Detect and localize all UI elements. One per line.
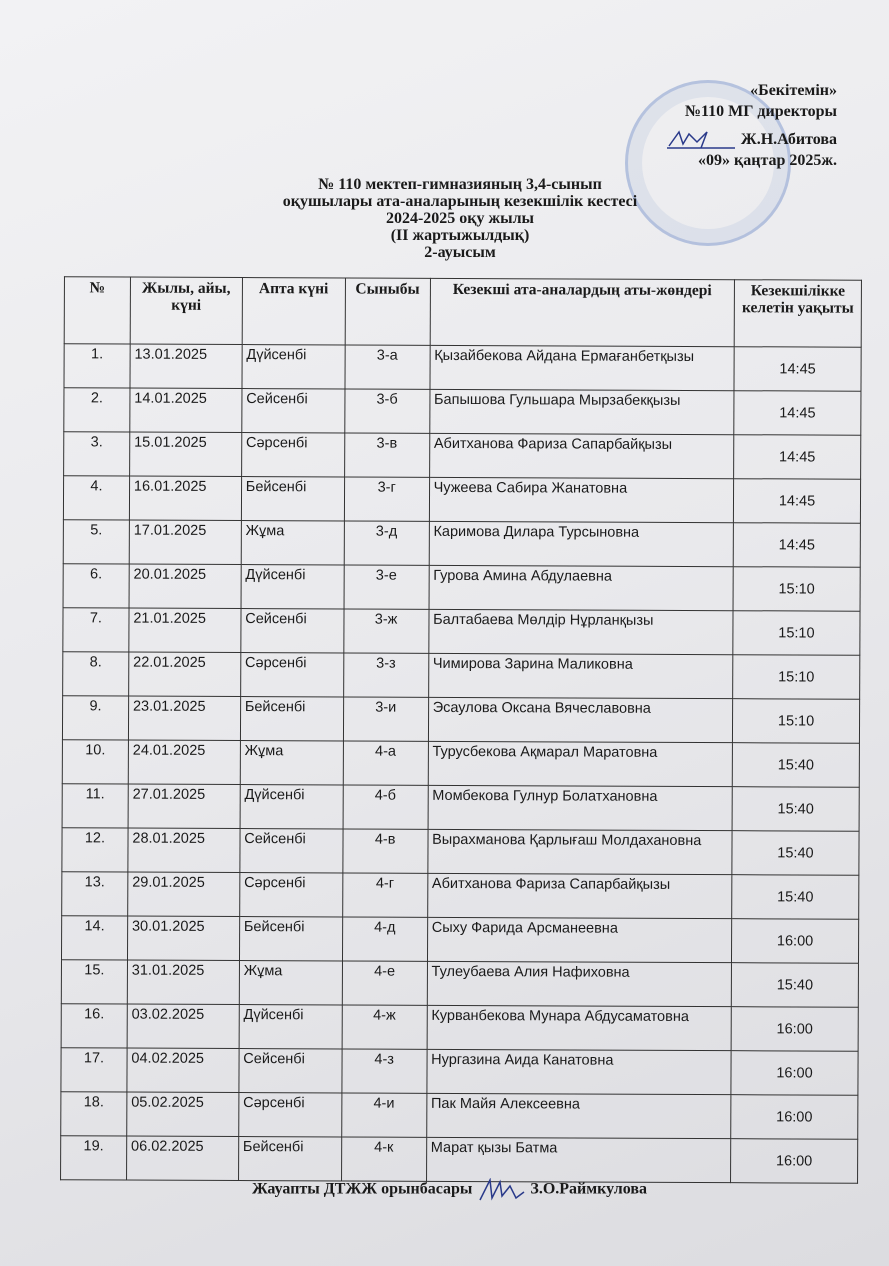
row-date: 16.01.2025 bbox=[129, 476, 241, 520]
row-parent-name: Абитханова Фариза Сапарбайқызы bbox=[427, 873, 732, 918]
table-row bbox=[62, 740, 859, 787]
row-class: 4-к bbox=[341, 1137, 426, 1181]
row-date: 13.01.2025 bbox=[130, 344, 242, 388]
row-class: 3-в bbox=[344, 433, 429, 477]
row-duty-time: 15:40 bbox=[732, 831, 859, 876]
row-date: 06.02.2025 bbox=[126, 1136, 238, 1180]
table-row bbox=[64, 344, 861, 391]
row-parent-name: Нургазина Аида Канатовна bbox=[427, 1049, 732, 1094]
row-number: 9. bbox=[62, 696, 128, 740]
row-weekday: Жұма bbox=[241, 521, 344, 565]
row-class: 3-а bbox=[345, 345, 430, 389]
row-duty-time: 16:00 bbox=[731, 1139, 858, 1184]
row-date: 03.02.2025 bbox=[127, 1004, 239, 1048]
row-class: 3-з bbox=[343, 653, 428, 697]
duty-schedule-table bbox=[60, 276, 862, 1183]
row-number: 5. bbox=[63, 520, 129, 564]
row-duty-time: 16:00 bbox=[732, 919, 859, 964]
table-row bbox=[63, 476, 860, 523]
row-number: 12. bbox=[62, 828, 128, 872]
row-weekday: Сейсенбі bbox=[240, 829, 343, 873]
table-row bbox=[61, 1092, 858, 1139]
footer-role: Жауапты ДТЖЖ орынбасары bbox=[252, 1180, 473, 1198]
header-class: Сыныбы bbox=[345, 278, 430, 345]
row-number: 18. bbox=[61, 1092, 127, 1136]
approval-position: №110 МГ директоры bbox=[684, 103, 837, 120]
row-date: 04.02.2025 bbox=[127, 1048, 239, 1092]
table-row bbox=[63, 520, 860, 567]
table-row bbox=[63, 608, 860, 655]
row-duty-time: 14:45 bbox=[734, 435, 861, 480]
row-weekday: Бейсенбі bbox=[238, 1137, 341, 1181]
row-parent-name: Момбекова Гулнур Болатхановна bbox=[428, 785, 733, 830]
row-duty-time: 15:40 bbox=[732, 875, 859, 920]
row-weekday: Сәрсенбі bbox=[238, 1093, 341, 1137]
row-weekday: Бейсенбі bbox=[240, 697, 343, 741]
row-duty-time: 15:40 bbox=[732, 787, 859, 832]
row-weekday: Сейсенбі bbox=[242, 389, 345, 433]
row-class: 4-б bbox=[343, 785, 428, 829]
row-class: 4-д bbox=[342, 917, 427, 961]
row-parent-name: Абитханова Фариза Сапарбайқызы bbox=[429, 433, 734, 478]
table-row bbox=[62, 828, 859, 875]
row-parent-name: Пак Майя Алексеевна bbox=[426, 1093, 731, 1138]
row-weekday: Сейсенбі bbox=[241, 609, 344, 653]
row-parent-name: Вырахманова Қарлығаш Молдахановна bbox=[427, 829, 732, 874]
table-row bbox=[61, 1136, 858, 1183]
row-parent-name: Марат қызы Батма bbox=[426, 1137, 731, 1182]
row-duty-time: 15:10 bbox=[733, 655, 860, 700]
row-date: 28.01.2025 bbox=[128, 828, 240, 872]
row-parent-name: Чимирова Зарина Маликовна bbox=[428, 653, 733, 698]
row-class: 4-ж bbox=[342, 1005, 427, 1049]
row-duty-time: 14:45 bbox=[734, 391, 861, 436]
row-class: 3-е bbox=[344, 565, 429, 609]
row-duty-time: 15:10 bbox=[732, 699, 859, 744]
row-number: 15. bbox=[61, 960, 127, 1004]
approval-block bbox=[667, 80, 837, 171]
row-number: 14. bbox=[61, 916, 127, 960]
row-class: 3-г bbox=[344, 477, 429, 521]
row-duty-time: 16:00 bbox=[731, 1007, 858, 1052]
row-weekday: Бейсенбі bbox=[241, 477, 344, 521]
row-number: 19. bbox=[61, 1136, 127, 1180]
row-parent-name: Турусбекова Ақмарал Маратовна bbox=[428, 741, 733, 786]
row-weekday: Бейсенбі bbox=[239, 917, 342, 961]
row-date: 22.01.2025 bbox=[129, 652, 241, 696]
row-class: 3-и bbox=[343, 697, 428, 741]
row-number: 1. bbox=[64, 344, 130, 388]
deputy-signature bbox=[476, 1178, 526, 1202]
table-row bbox=[62, 784, 859, 831]
row-duty-time: 15:40 bbox=[732, 743, 859, 788]
row-date: 24.01.2025 bbox=[128, 740, 240, 784]
title-line: № 110 мектеп-гимназияның 3,4-сынып bbox=[318, 176, 602, 193]
row-number: 6. bbox=[63, 564, 129, 608]
row-number: 8. bbox=[63, 652, 129, 696]
row-duty-time: 14:45 bbox=[733, 523, 860, 568]
row-date: 31.01.2025 bbox=[127, 960, 239, 1004]
title-line: (ІІ жартыжылдық) bbox=[390, 227, 530, 244]
table-row bbox=[61, 960, 858, 1007]
row-duty-time: 16:00 bbox=[731, 1051, 858, 1096]
row-weekday: Сәрсенбі bbox=[241, 433, 344, 477]
row-weekday: Жұма bbox=[240, 741, 343, 785]
row-class: 3-ж bbox=[343, 609, 428, 653]
header-number: № bbox=[64, 277, 130, 344]
row-class: 3-д bbox=[344, 521, 429, 565]
row-weekday: Сәрсенбі bbox=[240, 653, 343, 697]
row-date: 05.02.2025 bbox=[127, 1092, 239, 1136]
row-class: 4-е bbox=[342, 961, 427, 1005]
title-line: оқушылары ата-аналарының кезекшілік кестесі bbox=[282, 193, 638, 210]
row-number: 13. bbox=[62, 872, 128, 916]
row-number: 3. bbox=[64, 432, 130, 476]
row-duty-time: 15:10 bbox=[733, 611, 860, 656]
table-row bbox=[64, 432, 861, 479]
row-parent-name: Каримова Дилара Турсыновна bbox=[429, 521, 734, 566]
director-signature bbox=[667, 128, 737, 150]
row-weekday: Дүйсенбі bbox=[241, 565, 344, 609]
row-weekday: Дүйсенбі bbox=[240, 785, 343, 829]
row-duty-time: 14:45 bbox=[733, 479, 860, 524]
row-parent-name: Эсаулова Оксана Вячеславовна bbox=[428, 697, 733, 742]
row-number: 10. bbox=[62, 740, 128, 784]
row-date: 20.01.2025 bbox=[129, 564, 241, 608]
table-header-row bbox=[64, 277, 861, 347]
document-title bbox=[240, 176, 680, 261]
row-date: 17.01.2025 bbox=[129, 520, 241, 564]
footer-signature bbox=[252, 1178, 647, 1202]
table-row bbox=[63, 564, 860, 611]
row-parent-name: Тулеубаева Алия Нафиховна bbox=[427, 961, 732, 1006]
table-row bbox=[62, 872, 859, 919]
title-line: 2024-2025 оқу жылы bbox=[385, 210, 535, 227]
row-parent-name: Сыху Фарида Арсманеевна bbox=[427, 917, 732, 962]
row-date: 15.01.2025 bbox=[129, 432, 241, 476]
footer-name: З.О.Раймкулова bbox=[530, 1180, 647, 1198]
row-class: 4-з bbox=[342, 1049, 427, 1093]
row-number: 17. bbox=[61, 1048, 127, 1092]
row-parent-name: Балтабаева Мөлдір Нұрланқызы bbox=[428, 609, 733, 654]
header-parent-name: Кезекші ата-аналардың аты-жөндері bbox=[430, 278, 735, 346]
row-date: 30.01.2025 bbox=[127, 916, 239, 960]
row-class: 3-б bbox=[344, 389, 429, 433]
approval-heading: «Бекітемін» bbox=[750, 82, 837, 99]
row-weekday: Жұма bbox=[239, 961, 342, 1005]
row-date: 14.01.2025 bbox=[130, 388, 242, 432]
table-row bbox=[61, 1048, 858, 1095]
row-parent-name: Курванбекова Мунара Абдусаматовна bbox=[427, 1005, 732, 1050]
header-duty-time: Кезекшілікке келетін уақыты bbox=[734, 280, 861, 348]
row-number: 7. bbox=[63, 608, 129, 652]
row-date: 27.01.2025 bbox=[128, 784, 240, 828]
row-weekday: Дүйсенбі bbox=[239, 1005, 342, 1049]
table-row bbox=[63, 652, 860, 699]
row-parent-name: Қызайбекова Айдана Ермағанбетқызы bbox=[430, 345, 735, 390]
row-date: 21.01.2025 bbox=[129, 608, 241, 652]
table-row bbox=[64, 388, 861, 435]
row-weekday: Сәрсенбі bbox=[239, 873, 342, 917]
row-parent-name: Чужеева Сабира Жанатовна bbox=[429, 477, 734, 522]
row-number: 11. bbox=[62, 784, 128, 828]
table-row bbox=[61, 1004, 858, 1051]
table-row bbox=[62, 696, 859, 743]
row-number: 4. bbox=[63, 476, 129, 520]
row-class: 4-г bbox=[342, 873, 427, 917]
header-date: Жылы, айы, күні bbox=[130, 277, 242, 344]
row-duty-time: 14:45 bbox=[734, 347, 861, 392]
row-duty-time: 15:10 bbox=[733, 567, 860, 612]
approval-director: Ж.Н.Абитова bbox=[667, 122, 837, 150]
row-number: 16. bbox=[61, 1004, 127, 1048]
approval-date: «09» қаңтар 2025ж. bbox=[698, 152, 837, 169]
row-class: 4-а bbox=[343, 741, 428, 785]
row-duty-time: 15:40 bbox=[731, 963, 858, 1008]
row-number: 2. bbox=[64, 388, 130, 432]
row-parent-name: Бапышова Гульшара Мырзабекқызы bbox=[429, 389, 734, 434]
row-class: 4-в bbox=[343, 829, 428, 873]
row-duty-time: 16:00 bbox=[731, 1095, 858, 1140]
table-row bbox=[61, 916, 858, 963]
row-class: 4-и bbox=[341, 1093, 426, 1137]
title-line: 2-ауысым bbox=[424, 244, 496, 261]
row-date: 29.01.2025 bbox=[128, 872, 240, 916]
row-weekday: Дүйсенбі bbox=[242, 345, 345, 389]
header-weekday: Апта күні bbox=[242, 278, 345, 345]
row-parent-name: Гурова Амина Абдулаевна bbox=[429, 565, 734, 610]
row-date: 23.01.2025 bbox=[128, 696, 240, 740]
row-weekday: Сейсенбі bbox=[239, 1049, 342, 1093]
